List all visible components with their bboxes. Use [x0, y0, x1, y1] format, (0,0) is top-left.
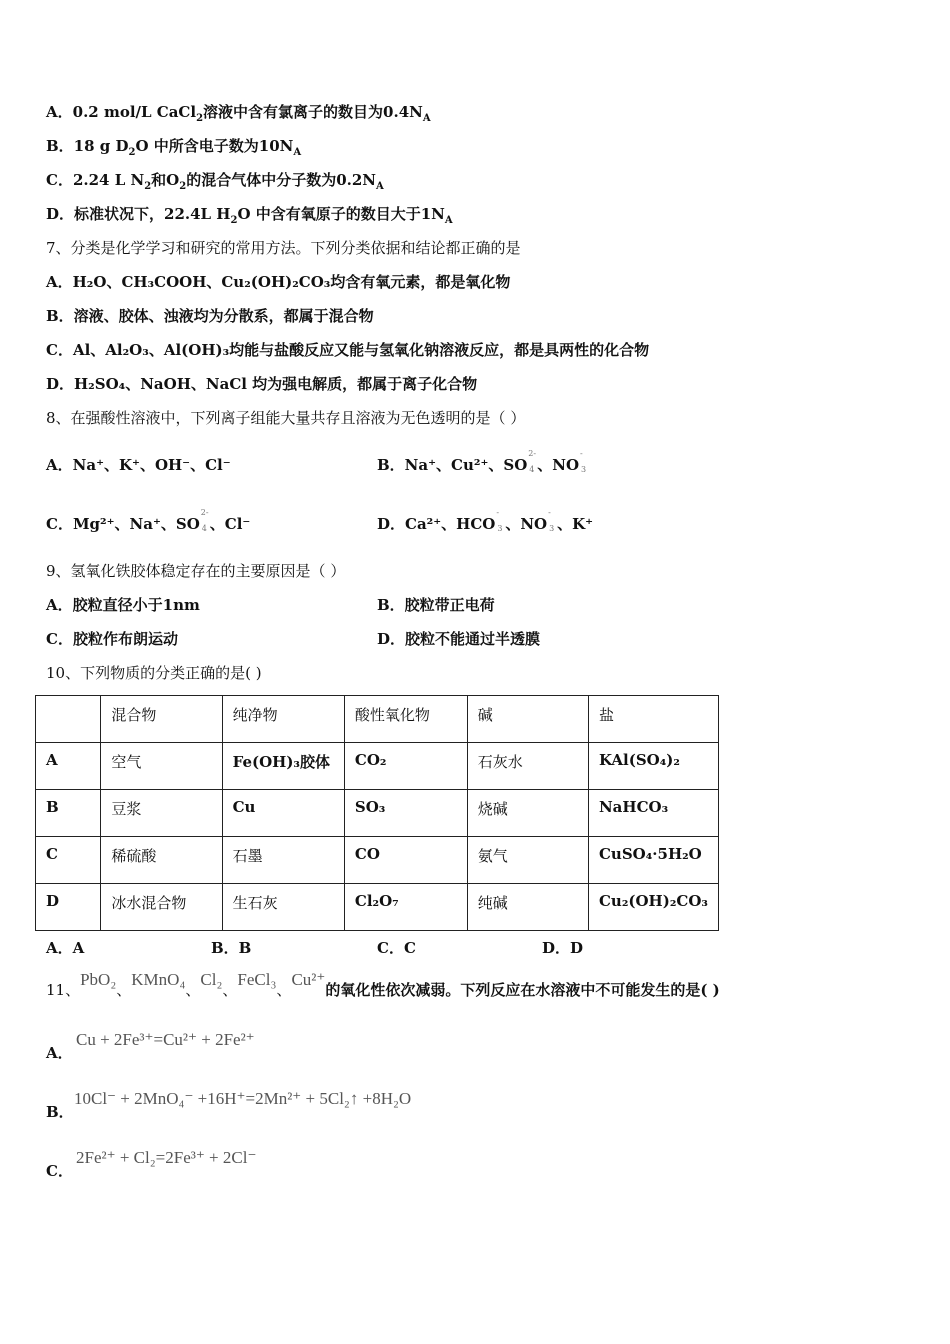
table-cell: 生石灰: [222, 884, 344, 931]
q9-option-d: D．胶粒不能通过半透膜: [377, 630, 541, 648]
table-cell: KAl(SO₄)₂: [588, 743, 718, 790]
q7-option-c: C．Al、Al₂O₃、Al(OH)₃均能与盐酸反应又能与氢氧化钠溶液反应，都是具两性的化合物: [46, 341, 650, 359]
q8-d-text3: 、K⁺: [557, 515, 594, 533]
q9-option-c: C．胶粒作布朗运动: [46, 630, 178, 648]
q6-c-text3: 的混合气体中分子数为0.2N: [186, 171, 377, 189]
q6-c-sub3: A: [376, 181, 384, 192]
q8-b-sup2: -: [580, 449, 583, 458]
q11-stem: [46, 970, 720, 1005]
table-header-cell: [36, 696, 101, 743]
table-header-cell: 碱: [467, 696, 588, 743]
q6-b-sub: 2: [128, 147, 136, 158]
q7-option-a: A．H₂O、CH₃COOH、Cu₂(OH)₂CO₃均含有氧元素，都是氧化物: [46, 273, 511, 291]
q6-b-sub2: A: [293, 147, 302, 158]
q8-d-ion2: [547, 508, 557, 535]
q6-a-sub: 2: [196, 113, 204, 124]
q9-stem: 9、氢氧化铁胶体稳定存在的主要原因是（ ）: [46, 562, 346, 580]
table-header-cell: 混合物: [101, 696, 222, 743]
q7-option-d: D．H₂SO₄、NaOH、NaCl 均为强电解质，都属于离子化合物: [46, 375, 478, 393]
q6-b-text2: O 中所含电子数为10N: [135, 137, 294, 155]
table-cell: NaHCO₃: [588, 790, 718, 837]
q9-option-b: B．胶粒带正电荷: [377, 596, 495, 614]
q8-d-sup2: -: [548, 508, 551, 517]
q8-d-text: D．Ca²⁺、HCO: [377, 515, 496, 533]
q6-option-a: [46, 102, 431, 129]
q11-option-c-label: C．: [46, 1162, 73, 1180]
q10-stem: 10、下列物质的分类正确的是( ): [46, 664, 262, 682]
table-cell: 纯碱: [467, 884, 588, 931]
q11-option-b-label: B．: [46, 1103, 74, 1121]
q6-c-text: C．2.24 L N: [46, 171, 145, 189]
table-header-cell: 酸性氧化物: [344, 696, 467, 743]
table-cell: Cu₂(OH)₂CO₃: [588, 884, 718, 931]
table-cell: 稀硫酸: [101, 837, 222, 884]
q8-b-ion2: [579, 449, 589, 476]
q8-b-text2: 、NO: [537, 456, 580, 474]
table-cell: CuSO₄·5H₂O: [588, 837, 718, 884]
table-cell: 烧碱: [467, 790, 588, 837]
q11-sep: 、: [116, 981, 132, 999]
table-row: [36, 884, 719, 931]
q8-d-sub2: 3: [549, 524, 555, 533]
table-cell: C: [36, 837, 101, 884]
q8-c-text: C．Mg²⁺、Na⁺、SO: [46, 515, 200, 533]
table-cell: CO: [344, 837, 467, 884]
table-cell: 冰水混合物: [101, 884, 222, 931]
q8-c-text2: 、Cl⁻: [209, 515, 251, 533]
table-cell: B: [36, 790, 101, 837]
table-row: [36, 837, 719, 884]
q6-b-text: B．18 g D: [46, 137, 129, 155]
table-header-cell: 盐: [588, 696, 718, 743]
q11-sep: 、: [185, 981, 201, 999]
q6-d-text: D．标准状况下，22.4L H: [46, 205, 231, 223]
table-cell: CO₂: [344, 743, 467, 790]
q11-stem-text: 的氧化性依次减弱。下列反应在水溶液中不可能发生的是( ): [325, 981, 720, 999]
q10-option-a: A．A: [46, 939, 85, 957]
q6-d-text2: O 中含有氧原子的数目大于1N: [237, 205, 445, 223]
table-cell: D: [36, 884, 101, 931]
q8-stem: 8、在强酸性溶液中，下列离子组能大量共存且溶液为无色透明的是（ ）: [46, 409, 526, 427]
classification-table: [35, 695, 719, 931]
table-cell: Cl₂O₇: [344, 884, 467, 931]
q6-d-sub2: A: [444, 215, 453, 226]
q11-species: KMnO₄: [131, 970, 186, 989]
q8-d-ion1: [495, 508, 505, 535]
q6-a-text2: 溶液中含有氯离子的数目为0.4N: [203, 103, 423, 121]
q8-b-sup1: 2-: [528, 449, 537, 458]
q8-c-ion1: [200, 508, 210, 535]
q7-stem: 7、分类是化学学习和研究的常用方法。下列分类依据和结论都正确的是: [46, 239, 521, 257]
q11-number: 11、: [46, 981, 81, 999]
q11-option-a-label: A．: [46, 1044, 73, 1062]
table-cell: 石墨: [222, 837, 344, 884]
q11-sep: 、: [276, 981, 292, 999]
q8-b-sub1: 4: [529, 465, 535, 474]
table-cell: 豆浆: [101, 790, 222, 837]
q6-c-text2: 和O: [151, 171, 180, 189]
q10-option-b: B．B: [211, 939, 252, 957]
q8-d-sub1: 3: [497, 524, 503, 533]
table-row: [36, 790, 719, 837]
q6-option-b: [46, 136, 301, 163]
q8-option-d: [377, 508, 594, 535]
q8-d-text2: 、NO: [505, 515, 548, 533]
table-cell: SO₃: [344, 790, 467, 837]
table-header-row: [36, 696, 719, 743]
table-header-cell: 纯净物: [222, 696, 344, 743]
q11-species: Cu²⁺: [291, 970, 326, 989]
q9-option-a: A．胶粒直径小于1nm: [46, 596, 200, 614]
q8-option-a: A．Na⁺、K⁺、OH⁻、Cl⁻: [46, 456, 231, 474]
table-cell: 石灰水: [467, 743, 588, 790]
table-cell: 氨气: [467, 837, 588, 884]
table-cell: Fe(OH)₃胶体: [222, 743, 344, 790]
q11-option-a-equation: Cu + 2Fe³⁺=Cu²⁺ + 2Fe²⁺: [76, 1030, 255, 1049]
q10-option-c: C．C: [377, 939, 416, 957]
q8-c-sup1: 2-: [200, 508, 209, 517]
q8-b-text: B．Na⁺、Cu²⁺、SO: [377, 456, 528, 474]
table-cell: A: [36, 743, 101, 790]
q6-a-sub2: A: [422, 113, 431, 124]
table-cell: 空气: [101, 743, 222, 790]
q6-d-sub: 2: [230, 215, 238, 226]
q8-d-sup1: -: [496, 508, 500, 517]
q11-species: PbO₂: [80, 970, 117, 989]
q11-species: FeCl₃: [237, 970, 277, 989]
q11-species: Cl₂: [200, 970, 223, 989]
table-cell: Cu: [222, 790, 344, 837]
q6-a-text: A．0.2 mol/L CaCl: [46, 103, 197, 121]
table-row: [36, 743, 719, 790]
q8-c-sub1: 4: [201, 524, 207, 533]
q6-c-sub: 2: [144, 181, 152, 192]
q11-option-b-equation: 10Cl⁻ + 2MnO₄⁻ +16H⁺=2Mn²⁺ + 5Cl₂↑ +8H₂O: [74, 1089, 412, 1108]
q8-option-c: [46, 508, 251, 535]
q10-option-d: D．D: [542, 939, 584, 957]
q6-option-d: [46, 204, 453, 231]
q6-option-c: [46, 170, 384, 197]
q8-b-ion1: [527, 449, 537, 476]
q11-sep: 、: [222, 981, 238, 999]
q8-b-sub2: 3: [581, 465, 587, 474]
q8-option-b: [377, 449, 589, 476]
q6-c-sub2: 2: [179, 181, 187, 192]
q7-option-b: B．溶液、胶体、浊液均为分散系，都属于混合物: [46, 307, 374, 325]
q11-option-c-equation: 2Fe²⁺ + Cl₂=2Fe³⁺ + 2Cl⁻: [76, 1148, 257, 1167]
